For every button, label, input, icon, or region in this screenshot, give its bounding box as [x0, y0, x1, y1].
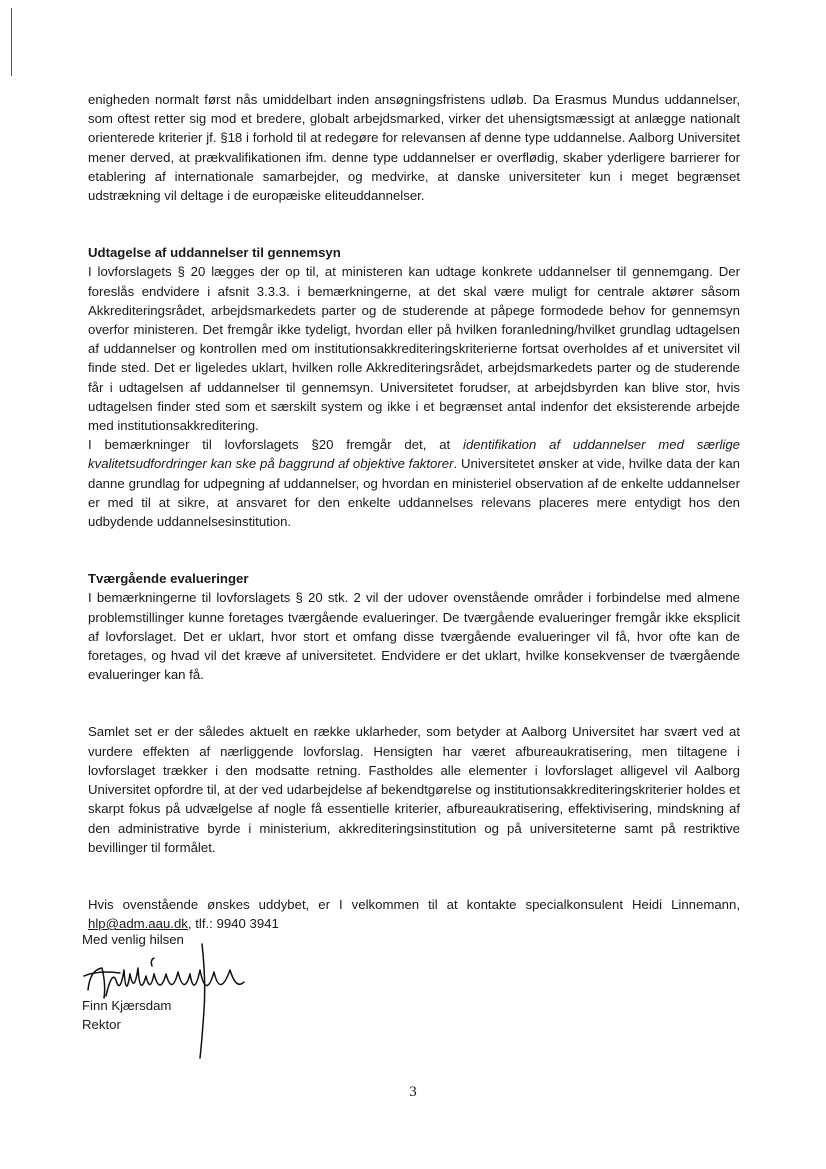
- section1-paragraph-2: I bemærkninger til lovforslagets §20 fremgår det, at identifikation af uddannelser med særlige kvalitetsudfordringer kan ske på baggrund af objektive faktorer. Universitetet ønsker at vide, hvilke data der kan danne grundlag for udpegning af uddannelser, og hvordan en ministeriel observation af de enkelte uddannelser er med til at sikre, at ansvaret for den enkelte uddannelses relevans placeres mere entydigt hos den udbydende uddannelsesinstitution.: [88, 437, 740, 530]
- section2-paragraph-1: I bemærkningerne til lovforslagets § 20 stk. 2 vil der udover ovenstående områder i forbindelse med almene problemstillinger kunne foretages tværgående evalueringer. De tværgående evalueringer fremgår ikke eksplicit af lovforslaget. Det er uklart, hvor stort et omfang disse tværgående evalueringer vil få, hvor ofte kan de foretages, og hvad vil det kræve af universitetet. Endvidere er det uklart, hvilke konsekvenser de tværgående evalueringer kan få.: [88, 590, 740, 683]
- scan-margin-line: [11, 8, 12, 76]
- section-heading-udtagelse: Udtagelse af uddannelser til gennemsyn: [88, 245, 341, 261]
- summary-paragraph: Samlet set er der således aktuelt en række uklarheder, som betyder at Aalborg Universitet har svært ved at vurdere effekten af nærliggende lovforslag. Hensigten har været afbureaukratisering, men tiltagene i lovforslaget trækker i den modsatte retning. Fastholdes alle elementer i lovforslaget alligevel vil Aalborg Universitet opfordre til, at der ved udarbejdelse af bekendtgørelse og institutionsakkrediteringskriterier holdes et skarpt fokus på udvælgelse af nogle få essentielle kriterier, afbureaukratisering, effektivisering, mindskning af den administrative byrde i ministerium, akkrediteringsinstitution og på universiteterne samt på restriktive bevillinger til formålet.: [88, 724, 740, 855]
- signer-name: Finn Kjærsdam: [82, 998, 172, 1013]
- contact-paragraph: Hvis ovenstående ønskes uddybet, er I velkommen til at kontakte specialkonsulent Heidi Linnemann, hlp@adm.aau.dk, tlf.: 9940 3941: [88, 896, 740, 932]
- italic-quote: identifikation af uddannelser med særlige kvalitetsudfordringer kan ske på baggrund af objektive faktorer: [88, 437, 740, 472]
- closing-greeting: Med venlig hilsen: [82, 932, 184, 947]
- section-heading-tvaergaaende: Tværgående evalueringer: [88, 571, 249, 587]
- signature-block: [80, 930, 340, 1060]
- page-number: 3: [409, 1084, 417, 1100]
- signer-title: Rektor: [82, 1017, 121, 1032]
- letter-body: [88, 90, 740, 933]
- intro-paragraph: enigheden normalt først nås umiddelbart inden ansøgningsfristens udløb. Da Erasmus Mundus uddannelser, som oftest retter sig mod et bredere, globalt arbejdsmarked, virker det uhensigtsmæssigt at anlægge nationalt orienterede kriterier jf. §18 i forhold til at redegøre for relevansen af denne type uddannelse. Aalborg Universitet mener derved, at prækvalifikationen ifm. denne type uddannelser er overflødig, skaber yderligere barrierer for etablering af internationale samarbejder, og medvirke, at danske universiteter kun i meget begrænset udstrækning vil deltage i de europæiske eliteuddannelser.: [88, 92, 740, 204]
- email-link[interactable]: hlp@adm.aau.dk: [88, 916, 188, 932]
- section1-paragraph-1: I lovforslagets § 20 lægges der op til, at ministeren kan udtage konkrete uddannelser til gennemgang. Der foreslås endvidere i afsnit 3.3.3. i bemærkningerne, at det skal være muligt for centrale aktører såsom Akkrediteringsrådet, arbejdsmarkedets parter og de studerende at påpege formodede behov for gennemsyn overfor ministeren. Det fremgår ikke tydeligt, hvordan eller på hvilken foranledning/hvilket grundlag udtagelsen af uddannelser og kontrollen med om institutionsakkrediteringskriterierne fortsat overholdes af et universitet vil finde sted. Det er ligeledes uklart, hvilken rolle Akkrediteringsrådet, arbejdsmarkedets parter og de studerende får i udtagelsen af uddannelser til gennemsyn. Universitetet forudser, at arbejdsbyrden kan blive stor, hvis udtagelsen finder sted som et særskilt system og ikke i et begrænset antal indenfor det eksisterende arbejde med institutionsakkreditering.: [88, 264, 740, 434]
